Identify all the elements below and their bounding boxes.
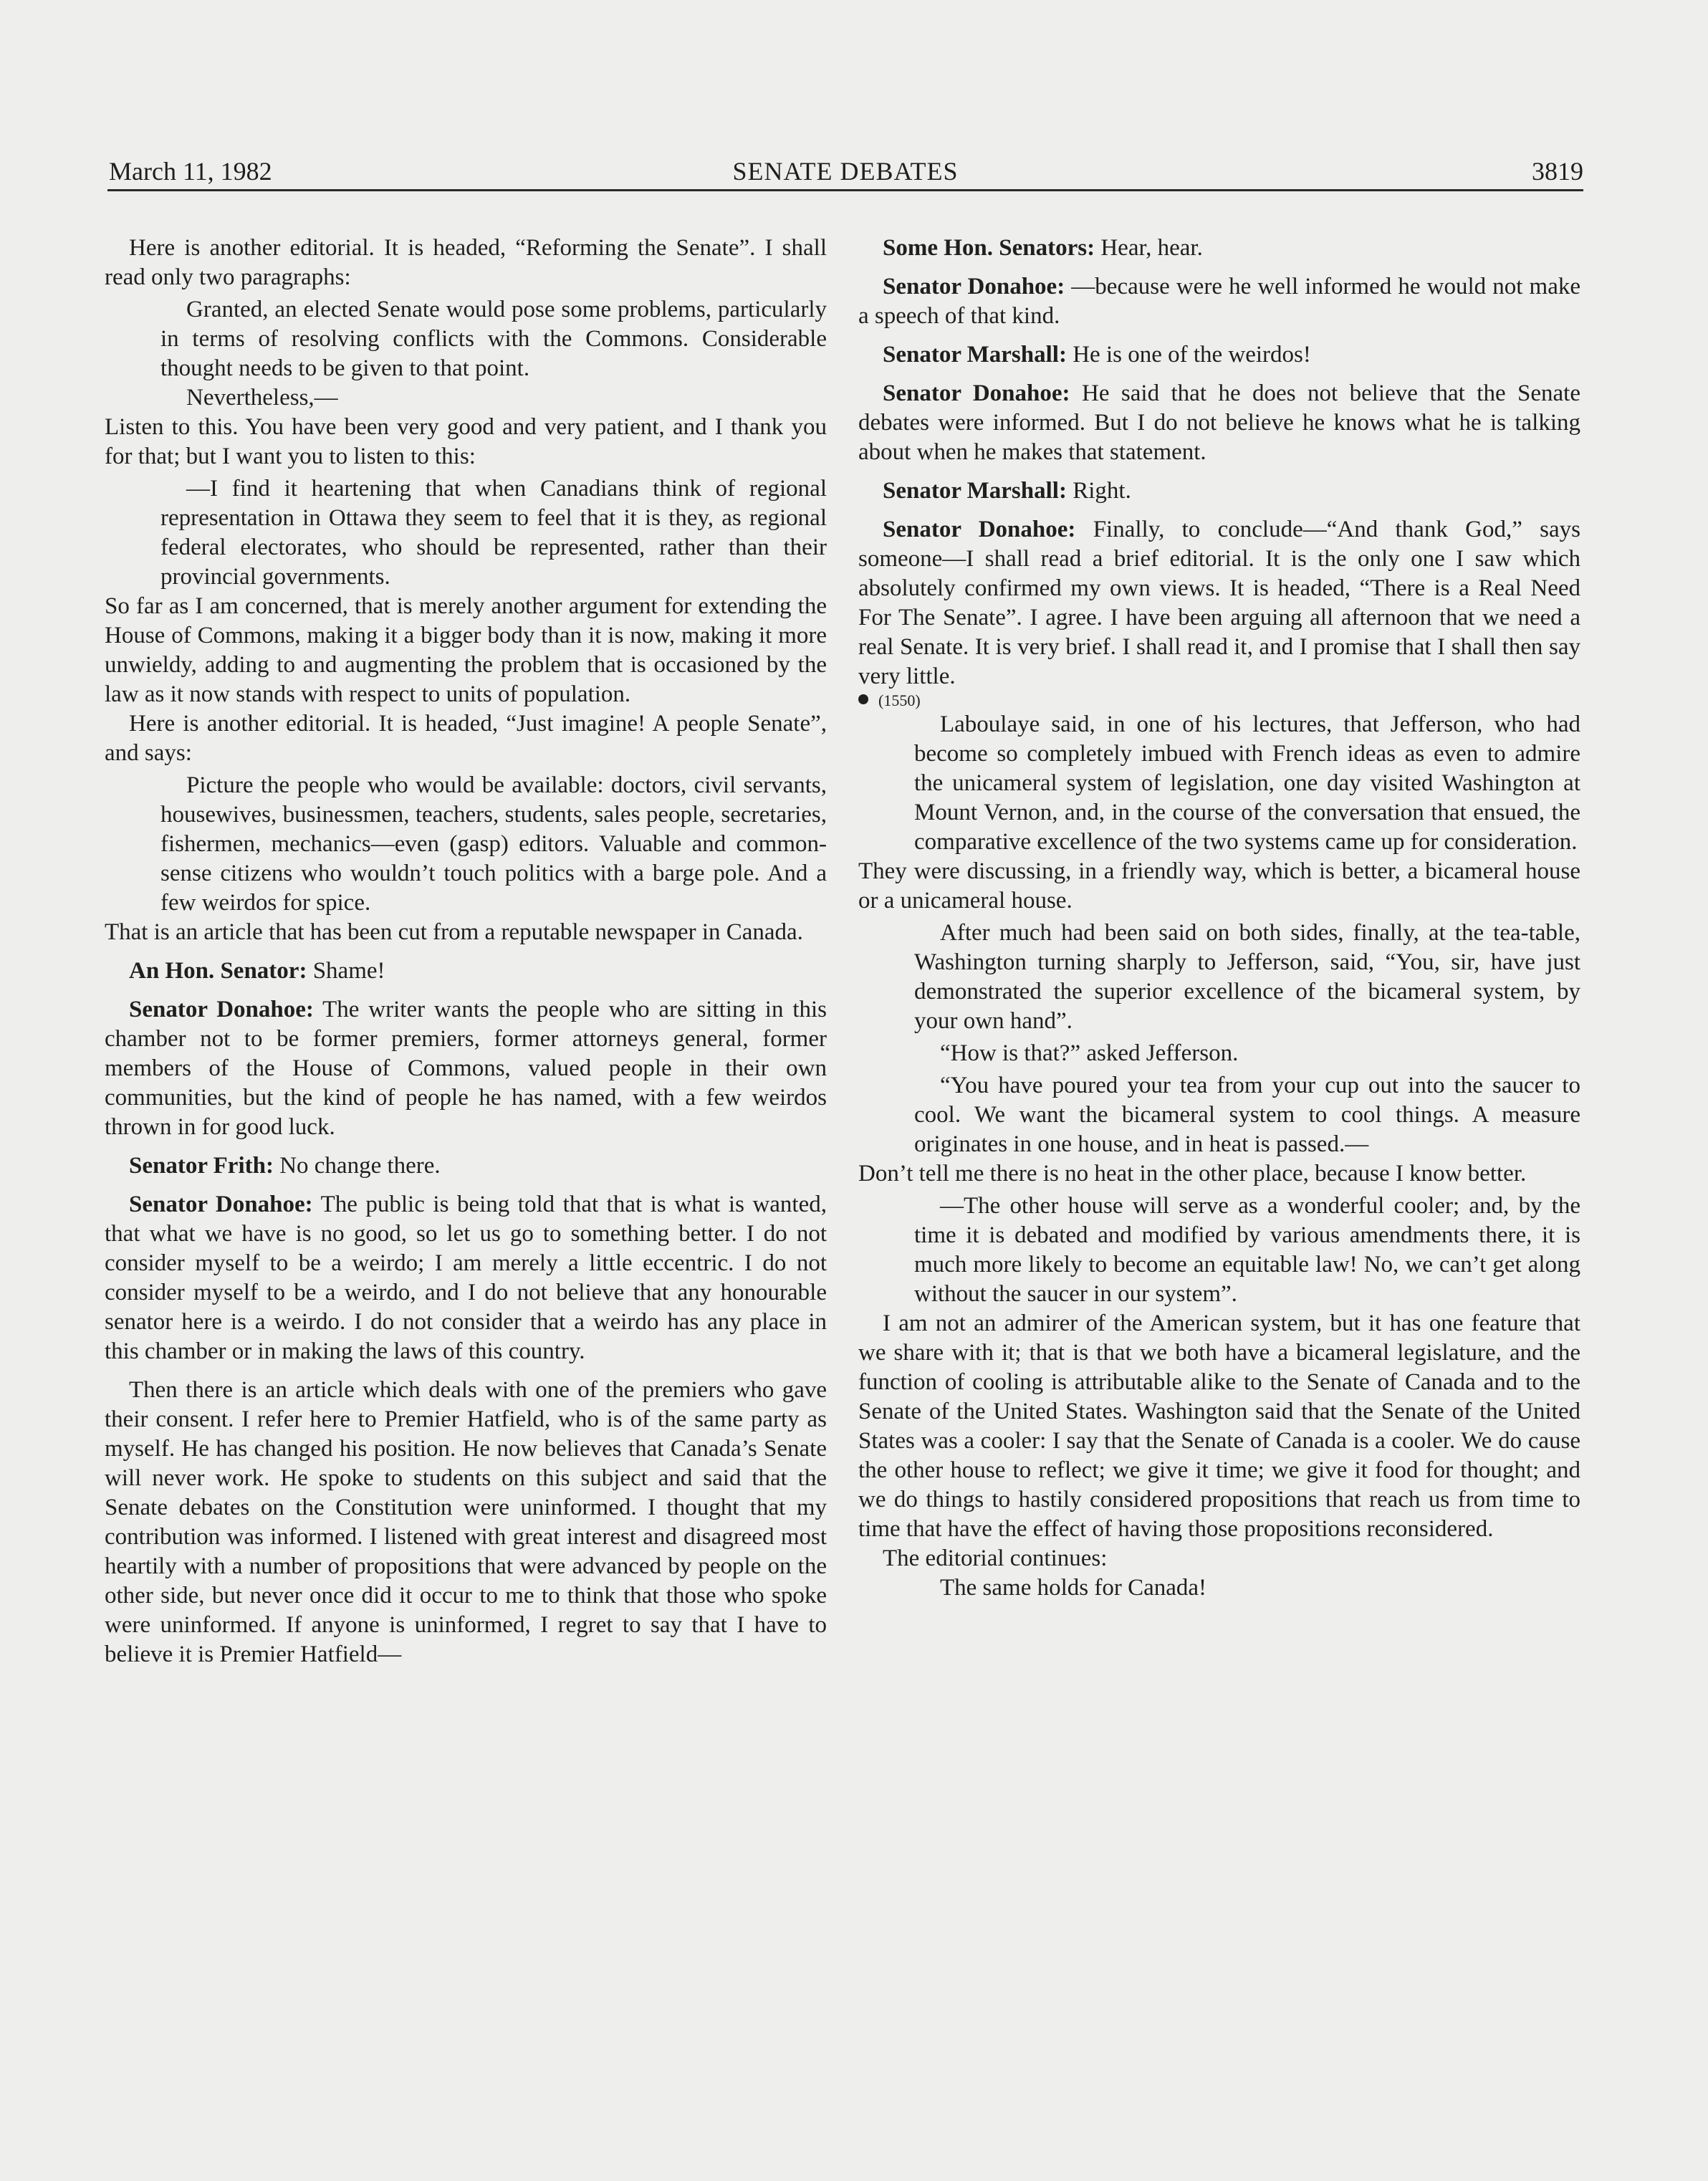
paragraph: Then there is an article which deals with one of the premiers who gave their consent. I refer here to Premier Hatfield, who is of the same party as myself. He has changed his position. He now believes that Canada’s Senate will never work. He spoke to students on this subject and said that the Senate debates on the Constitution were uninformed. I thought that my contribution was informed. I listened with great interest and disagreed most heartily with a number of propositions that were advanced by people on the other side, but never once did it occur to me to think that those who spoke were uninformed. If anyone is uninformed, I regret to say that I have to believe it is Premier Hatfield— [105,1377,827,1667]
paragraph: Here is another editorial. It is headed, “Reforming the Senate”. I shall read only two paragraphs: [105,235,827,290]
speech-text: Hear, hear. [1095,235,1203,261]
quotation: After much had been said on both sides, finally, at the tea-table, Washington turning sharply to Jefferson, said, “You, sir, have just demonstrated the superior excellence of the bicameral system, by your own hand”. [914,920,1580,1034]
right-column [858,234,1580,1603]
time-marker-text: (1550) [878,691,921,709]
speech-text: Shame! [307,958,385,984]
speaker-name: Senator Donahoe: [129,997,314,1022]
speaker-name: Senator Marshall: [883,342,1067,368]
quotation: Nevertheless,— [186,385,338,411]
quotation: The same holds for Canada! [940,1575,1207,1601]
quotation: “How is that?” asked Jefferson. [940,1040,1239,1066]
quotation: Laboulaye said, in one of his lectures, that Jefferson, who had become so completely imbued with French ideas as even to admire the unicameral system of legislation, one day visited Washington at Mount Vernon, and, in the course of the conversation that ensued, the comparative excellence of the two systems came up for consideration. [914,711,1580,855]
speech-text: Right. [1066,478,1131,504]
speaker-name: Some Hon. Senators: [883,235,1095,261]
paragraph: So far as I am concerned, that is merely another argument for extending the House of Commons, making it a bigger body than it is now, making it more unwieldy, adding to and augmenting the problem that is occasioned by the law as it now stands with respect to units of population. [105,593,827,707]
speech [858,379,1580,467]
speech [858,272,1580,331]
speaker-name: Senator Frith: [129,1153,274,1179]
quotation: Granted, an elected Senate would pose some problems, particularly in terms of resolving conflicts with the Commons. Considerable thought needs to be given to that point. [160,297,827,381]
header-title: SENATE DEBATES [732,157,959,186]
quotation: —The other house will serve as a wonderful cooler; and, by the time it is debated and modified by various amendments there, it is much more likely to become an equitable law! No, we can’t get along without the saucer in our system”. [914,1193,1580,1307]
speaker-name: Senator Donahoe: [883,274,1065,299]
paragraph: Here is another editorial. It is headed, “Just imagine! A people Senate”, and says: [105,711,827,766]
speaker-name: Senator Donahoe: [129,1192,313,1217]
speech [858,340,1580,370]
speech-text: Finally, to conclude—“And thank God,” says someone—I shall read a brief editorial. It is the only one I saw which absolutely confirmed my own views. It is headed, “There is a Real Need For The Senate”. I agree. I have been arguing all afternoon that we need a real Senate. It is very brief. I shall read it, and I promise that I shall then say very little. [858,517,1580,689]
paragraph: I am not an admirer of the American system, but it has one feature that we share with it; that is that we both have a bicameral legislature, and the function of cooling is attributable alike to the Senate of Canada and to the Senate of the United States. Washington said that the Senate of the United States was a cooler: I say that the Senate of Canada is a cooler. We do cause the other house to reflect; we give it time; we give it food for thought; and we do things to hastily considered propositions that reach us from time to time that have the effect of having those propositions reconsidered. [858,1310,1580,1542]
page-number: 3819 [1532,157,1583,186]
paragraph: They were discussing, in a friendly way, which is better, a bicameral house or a unicameral house. [858,858,1580,914]
quotation: Picture the people who would be available: doctors, civil servants, housewives, businessmen, teachers, students, sales people, secretaries, fishermen, mechanics—even (gasp) editors. Valuable and common-sense citizens who wouldn’t touch politics with a barge pole. And a few weirdos for spice. [160,772,827,916]
speech-text: The writer wants the people who are sitting in this chamber not to be former premiers, former attorneys general, former members of the House of Commons, valued people in their own communities, but the kind of people he has named, with a few weirdos thrown in for good luck. [105,997,827,1140]
speech [105,1151,827,1181]
speech-text: —because were he well informed he would not make a speech of that kind. [858,274,1580,329]
time-marker [858,691,1580,710]
speech [858,476,1580,506]
speech-text: He is one of the weirdos! [1066,342,1311,368]
header-date: March 11, 1982 [109,157,272,186]
bullet-icon [858,694,868,704]
speech [105,995,827,1142]
paragraph: The editorial continues: [883,1545,1108,1571]
paragraph: That is an article that has been cut from a reputable newspaper in Canada. [105,919,803,945]
speaker-name: Senator Marshall: [883,478,1067,504]
paragraph: Listen to this. You have been very good and very patient, and I thank you for that; but I want you to listen to this: [105,414,827,469]
speaker-name: Senator Donahoe: [883,517,1076,542]
paragraph: Don’t tell me there is no heat in the other place, because I know better. [858,1161,1527,1187]
speech [105,957,827,986]
speaker-name: Senator Donahoe: [883,380,1070,406]
speech [105,1190,827,1366]
speech [858,234,1580,263]
speaker-name: An Hon. Senator: [129,958,307,984]
speech-text: The public is being told that that is what is wanted, that what we have is no good, so let us go to something better. I do not consider myself to be a weirdo; I am merely a little eccentric. I do not consider myself to be a weirdo, and I do not believe that any honourable senator here is a weirdo. I do not consider that a weirdo has any place in this chamber or in making the laws of this country. [105,1192,827,1364]
quotation: —I find it heartening that when Canadians think of regional representation in Ottawa they seem to feel that it is they, as regional federal electorates, who should be represented, rather than their provincial governments. [160,476,827,590]
speech-text: He said that he does not believe that the Senate debates were informed. But I do not believe he knows what he is talking about when he makes that statement. [858,380,1580,465]
left-column [105,234,827,1669]
speech-text: No change there. [273,1153,441,1179]
quotation: “You have poured your tea from your cup out into the saucer to cool. We want the bicameral system to cool things. A measure originates in one house, and in heat is passed.— [914,1073,1580,1157]
speech [858,515,1580,691]
page-header [107,149,1583,191]
